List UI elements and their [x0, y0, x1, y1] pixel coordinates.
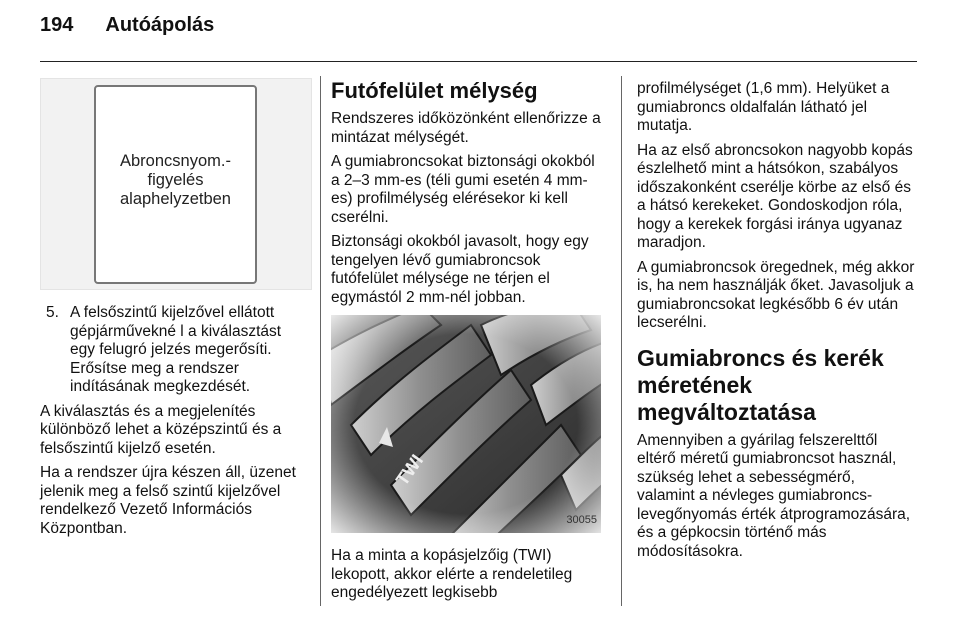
column-1 — [40, 78, 310, 544]
display-text: Abroncsnyom.- figyelés alaphelyzetben — [119, 152, 231, 208]
page-number: 194 — [40, 14, 74, 36]
section-heading: Futófelület mélység — [331, 78, 538, 103]
figure-code: 30055 — [566, 513, 597, 526]
display-illustration — [40, 78, 312, 290]
column-divider-1 — [320, 76, 321, 606]
paragraph: Amennyiben a gyárilag felszerelttől eltérő méretű gumiabroncsot használ, szükség lehet a sebességmérő, valamint a névleges gumiabroncs-levegőnyomás érték átprogramozására, és a gépkocsin történő más módosításokra. — [637, 431, 911, 560]
step-text: A felsőszintű kijelzővel ellátott gépjárművekné l a kiválasztást egy felugró jelzés megerősíti. Erősítse meg a rendszer indításának megkezdését. — [70, 304, 282, 395]
paragraph: Biztonsági okokból javasolt, hogy egy tengelyen lévő gumiabroncsok futófelület mélysége ne térjen el egymástól 2 mm-nél jobban. — [331, 233, 589, 306]
paragraph: Rendszeres időközönként ellenőrizze a mintázat mélységét. — [331, 110, 601, 146]
page-title: Autóápolás — [105, 14, 215, 36]
paragraph: Ha az első abroncsokon nagyobb kopás észlelhető mint a hátsókon, szabályos időszakonként cserélje körbe az első és a hátsó kerekeket. Gondoskodjon róla, hogy a kerekek forgási iránya ugyanaz maradjon. — [637, 141, 913, 251]
paragraph: Ha a minta a kopásjelzőig (TWI) lekopott, akkor elérte a rendeletileg engedélyezett legkisebb — [331, 547, 573, 601]
column-divider-2 — [621, 76, 622, 606]
step-number: 5. — [46, 304, 59, 321]
paragraph: A gumiabroncsok öregednek, még akkor is, ha nem használják őket. Javasoljuk a gumiabroncsokat legkésőbb 6 év után lecserélni. — [637, 258, 915, 331]
page-header — [40, 14, 214, 37]
step-5 — [40, 304, 310, 397]
header-rule — [40, 61, 917, 62]
column-3 — [637, 80, 915, 567]
paragraph: A kiválasztás és a megjelenítés különböző lehet a középszintű és a felsőszintű kijelző esetén. — [40, 402, 282, 457]
paragraph: profilmélységet (1,6 mm). Helyüket a gumiabroncs oldalfalán látható jel mutatja. — [637, 80, 890, 134]
tire-tread-image — [331, 315, 601, 533]
paragraph: Ha a rendszer újra készen áll, üzenet jelenik meg a felső szintű kijelzővel rendelkező Vezető Információs Központban. — [40, 464, 296, 537]
section-heading: Gumiabroncs és kerék méretének megváltoztatása — [637, 344, 884, 425]
display-screen — [94, 85, 257, 284]
tire-tread-photo — [331, 315, 601, 533]
column-2 — [331, 78, 607, 609]
paragraph: A gumiabroncsokat biztonsági okokból a 2–3 mm-es (téli gumi esetén 4 mm-es) profilmélység elérésekor ki kell cserélni. — [331, 153, 595, 226]
